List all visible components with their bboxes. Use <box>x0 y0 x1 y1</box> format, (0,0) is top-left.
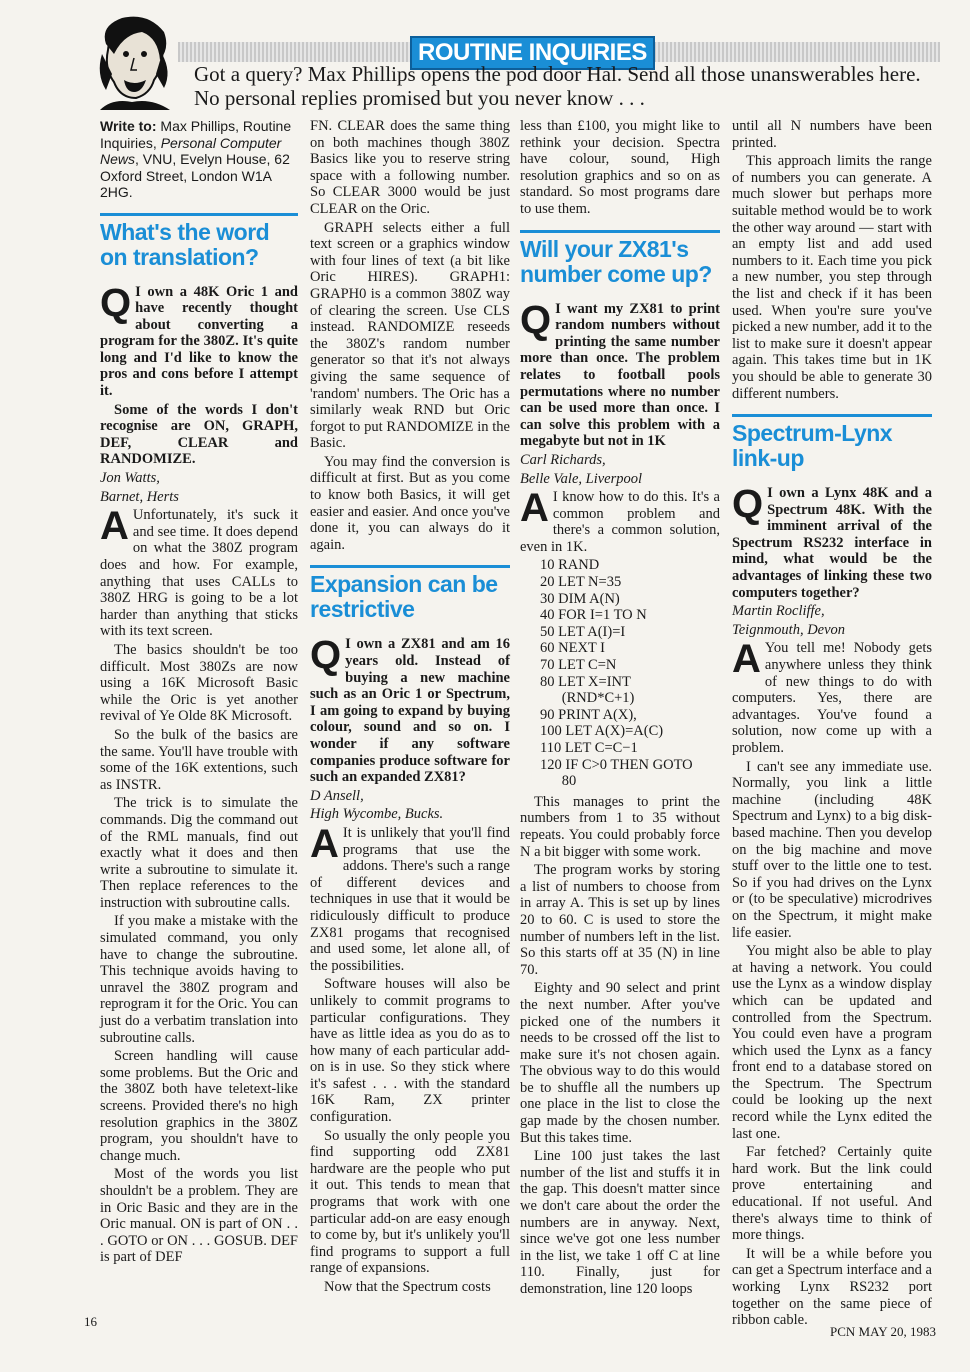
question-text: Q I own a Lynx 48K and a Spectrum 48K. With the imminent arrival of the Spectrum RS232 interface in mind, what would be the advantages of linking these two computers together? <box>732 482 932 601</box>
answer-paragraph: This approach limits the range of numbers you can generate. A much slower but perhaps more suitable method would be to work the other way around — start with an empty list and add used numbers to it. Each time you pick a new number, you step through the list and check if it has been used. When you're sure you've picked a new number, add it to the list to make sure it doesn't appear again. This takes time but in 1K you should be able to generate 30 different numbers. <box>732 153 932 402</box>
intro-line-2: No personal replies promised but you never know . . . <box>194 86 645 110</box>
reader-location: Barnet, Herts <box>100 488 179 505</box>
answer-paragraph: GRAPH selects either a full text screen or a graphics window with four lines of text (a bit like Oric HIRES). GRAPH1: GRAPH0 is a common 380Z way of clearing the screen. Use CLS instead. RANDOMIZE reseeds the 380Z's random number generator so that it's not always giving the same sequence of 'random' numbers. The Oric has a similarly weak RND but Oric forgot to put RANDOMIZE in the Basic. <box>310 219 510 452</box>
answer-text: A Unfortunately, it's suck it and see time. It does depend on what the 380Z program does and how. For example, anything that uses CALLs to 380Z HRG is going to be a lot harder than anything that sticks with its text screen. <box>100 504 298 640</box>
reader-name: D Ansell, <box>310 787 364 804</box>
section-intro <box>194 62 944 110</box>
code-line: 100 LET A(X)=A(C) <box>540 723 664 740</box>
answer-paragraph: until all N numbers have been printed. <box>732 118 932 151</box>
page-number: 16 <box>84 1314 97 1329</box>
answer-paragraph: The trick is to simulate the commands. Dig the command out of the RML manuals, find out exactly what it does and then write a subroutine to simulate it. Then replace references to the instruction with subroutine calls. <box>100 795 298 911</box>
answer-paragraph: The program works by storing a list of numbers to choose from in array A. This is set up by lines 20 to 60. C is used to store the number of numbers left in the list. So this starts off at 35 (N) in line 70. <box>520 862 720 978</box>
reader-name: Martin Rocliffe, <box>732 603 825 620</box>
answer-text: A I know how to do this. It's a common problem and there's a common solution, even in 1K. <box>520 486 720 555</box>
section-title: ROUTINE INQUIRIES <box>410 36 655 70</box>
answer-paragraph: You might also be able to play at having a network. You could use the Lynx as a window display which can be updated and controlled from the Spectrum. You could even have a program which used the Lynx as a fancy front end to a database stored on the Spectrum. The Spectrum could be looking up the next record while the Lynx edited the last one. <box>732 943 932 1142</box>
code-line: 20 LET N=35 <box>540 574 622 591</box>
code-line: 110 LET C=C−1 <box>540 740 638 756</box>
column-4 <box>732 118 932 1331</box>
code-line: 120 IF C>0 THEN GOTO <box>540 756 693 773</box>
author-portrait-illustration <box>92 14 174 112</box>
drop-cap-a: A <box>100 504 129 549</box>
code-line: 40 FOR I=1 TO N <box>540 607 647 624</box>
write-to-label: Write to: <box>100 118 157 134</box>
question-text: Q I own a 48K Oric 1 and have recently thought about converting a program for the 380Z. It's quite long and I'd like to know the pros and cons before I attempt it. <box>100 280 298 400</box>
column-2 <box>310 118 510 1298</box>
divider-rule <box>732 414 932 417</box>
intro-line-1: Got a query? Max Phillips opens the pod door Hal. Send all those unanswerables here. <box>194 62 921 86</box>
issue-date: PCN MAY 20, 1983 <box>830 1324 936 1339</box>
answer-paragraph: less than £100, you might like to rethink your decision. Spectra have colour, sound, High resolution graphics and so on as standard. So most programs dare to use them. <box>520 118 720 217</box>
article-heading: Expansion can be restrictive <box>310 571 498 623</box>
reader-location: Belle Vale, Liverpool <box>520 470 643 487</box>
write-to-address: Write to: Max Phillips, Routine Inquiries, Personal Computer News, VNU, Evelyn House, 62 Oxford Street, London W1A 2HG. <box>100 118 292 200</box>
divider-rule <box>310 565 510 568</box>
divider-rule <box>100 213 298 216</box>
answer-paragraph: So the bulk of the basics are the same. You'll have trouble with some of the 16K extentions, such as INSTR. <box>100 726 298 793</box>
code-line: 70 LET C=N <box>540 657 617 674</box>
reader-location: Teignmouth, Devon <box>732 621 846 638</box>
answer-paragraph: You may find the conversion is difficult at first. But as you come to know both Basics, it will get easier and easier. And once you've done it, you can always do it again. <box>310 453 510 553</box>
code-line: 80 LET X=INT <box>540 673 631 690</box>
drop-cap-q: Q <box>310 633 342 678</box>
answer-paragraph: If you make a mistake with the simulated command, you only have to change the subroutine. This technique avoids having to unravel the 380Z program and reprogram it for the Oric. You can just do a verbatim translation into subroutine calls. <box>100 913 298 1046</box>
drop-cap-q: Q <box>100 280 132 325</box>
column-3 <box>520 118 720 1300</box>
question-text: Some of the words I don't recognise are ON, GRAPH, DEF, CLEAR and RANDOMIZE. <box>100 401 298 468</box>
answer-paragraph: Far fetched? Certainly quite hard work. But the link could prove entertaining and educational. If not useful. And there's always time to think of more things. <box>732 1144 932 1244</box>
answer-paragraph: So usually the only people you find supporting odd ZX81 hardware are the people who put it out. This tends to mean that programs that work with one particular add-on are easy enough to come by, but it's unlikely you'll find programs to support a full range of expansions. <box>310 1127 510 1277</box>
drop-cap-a: A <box>310 821 339 866</box>
reader-name: Carl Richards, <box>520 451 606 468</box>
article-heading: What's the word on translation? <box>100 218 270 270</box>
answer-paragraph: Now that the Spectrum costs <box>324 1279 491 1295</box>
reader-name: Jon Watts, <box>100 470 160 487</box>
divider-rule <box>520 230 720 233</box>
code-line: 90 PRINT A(X), <box>540 706 637 723</box>
article-heading: Will your ZX81's number come up? <box>520 235 712 287</box>
answer-paragraph: I can't see any immediate use. Normally, you link a little machine (including 48K Spectrum and Lynx) to a big disk-based machine. Then you develop on the big machine and move stuff over to the little one to test. So if you had drives on the Lynx or (to be speculative) microdrives on the Spectrum, it might make life easier. <box>732 758 932 941</box>
answer-paragraph: Screen handling will cause some problems. But the Oric and the 380Z both have teletext-like screens. Provided there's no high resolution graphics in the 380Z program, you shouldn't have to change much. <box>100 1048 298 1164</box>
drop-cap-a: A <box>732 637 761 682</box>
drop-cap-a: A <box>520 486 549 531</box>
drop-cap-q: Q <box>732 482 764 527</box>
column-1 <box>100 118 298 1268</box>
answer-paragraph: The basics shouldn't be too difficult. Most 380Zs are now using a 16K Microsoft Basic while the Oric is yet another revival of Ye Olde 8K Microsoft. <box>100 641 298 725</box>
code-line: 80 <box>540 773 577 790</box>
answer-paragraph: It will be a while before you can get a Spectrum interface and a working Lynx RS232 port together on the same piece of ribbon cable. <box>732 1245 932 1329</box>
reader-location: High Wycombe, Bucks. <box>310 806 444 823</box>
code-line: 50 LET A(I)=I <box>540 623 626 640</box>
answer-paragraph: Eighty and 90 select and print the next number. After you've picked one of the numbers it needs to be crossed off the list to make sure it's not chosen again. The obvious way to do this would be to shuffle all the numbers up one place in the list to close the gap made by the chosen number. But this takes time. <box>520 980 720 1146</box>
question-text: Q I own a ZX81 and am 16 years old. Instead of buying a new machine such as an Oric 1 or Spectrum, I am going to expand by buying colour, sound and so on. I wonder if any software companies produce software for such an expanded ZX81? <box>310 633 510 786</box>
basic-code-listing <box>540 557 720 789</box>
code-line: 60 NEXT I <box>540 640 605 657</box>
answer-paragraph: Software houses will also be unlikely to commit programs to particular configurations. They have as little idea as you do as to how many of each particular add-on is in use. So they stick where it's safest . . . with the standard 16K Ram, ZX printer configuration. <box>310 976 510 1126</box>
question-text: Q I want my ZX81 to print random numbers without printing the same number more than once. The problem relates to football pools permutations where no number can be used more than once. I can solve this problem with a megabyte but not in 1K <box>520 297 720 450</box>
answer-paragraph: Most of the words you list shouldn't be a problem. They are in Oric Basic and they are in the Oric manual. ON is part of ON . . . GOTO or ON . . . GOSUB. DEF is part of DEF <box>100 1166 298 1266</box>
answer-paragraph: FN. CLEAR does the same thing on both machines though 380Z Basics like you to reserve string space with a following number. So CLEAR 3000 would be just CLEAR on the Oric. <box>310 118 510 217</box>
drop-cap-q: Q <box>520 297 552 342</box>
answer-text: A It is unlikely that you'll find programs that use the addons. There's such a range of different devices and techniques in use that it would be ridiculously difficult to produce ZX81 progams that recognised and used some, let alone all, of the possibilities. <box>310 821 510 974</box>
code-line: 10 RAND <box>540 557 600 574</box>
code-line: (RND*C+1) <box>540 690 635 707</box>
code-line: 30 DIM A(N) <box>540 590 620 607</box>
answer-paragraph: Line 100 just takes the last number of the list and stuffs it in the gap. This doesn't matter since we don't care about the order the numbers are in anyway. Next, since we've got one less number in the list, we take 1 off C at line 110. Finally, just for demonstration, line 120 loops <box>520 1148 720 1297</box>
article-heading: Spectrum-Lynx link-up <box>732 420 893 472</box>
answer-paragraph: This manages to print the numbers from 1 to 35 without repeats. You could probably force N a bit bigger with some work. <box>520 793 720 860</box>
answer-text: A You tell me! Nobody gets anywhere unless they think of new things to do with computers. Yes, there are advantages. You've found a solution, now come up with a problem. <box>732 637 932 756</box>
